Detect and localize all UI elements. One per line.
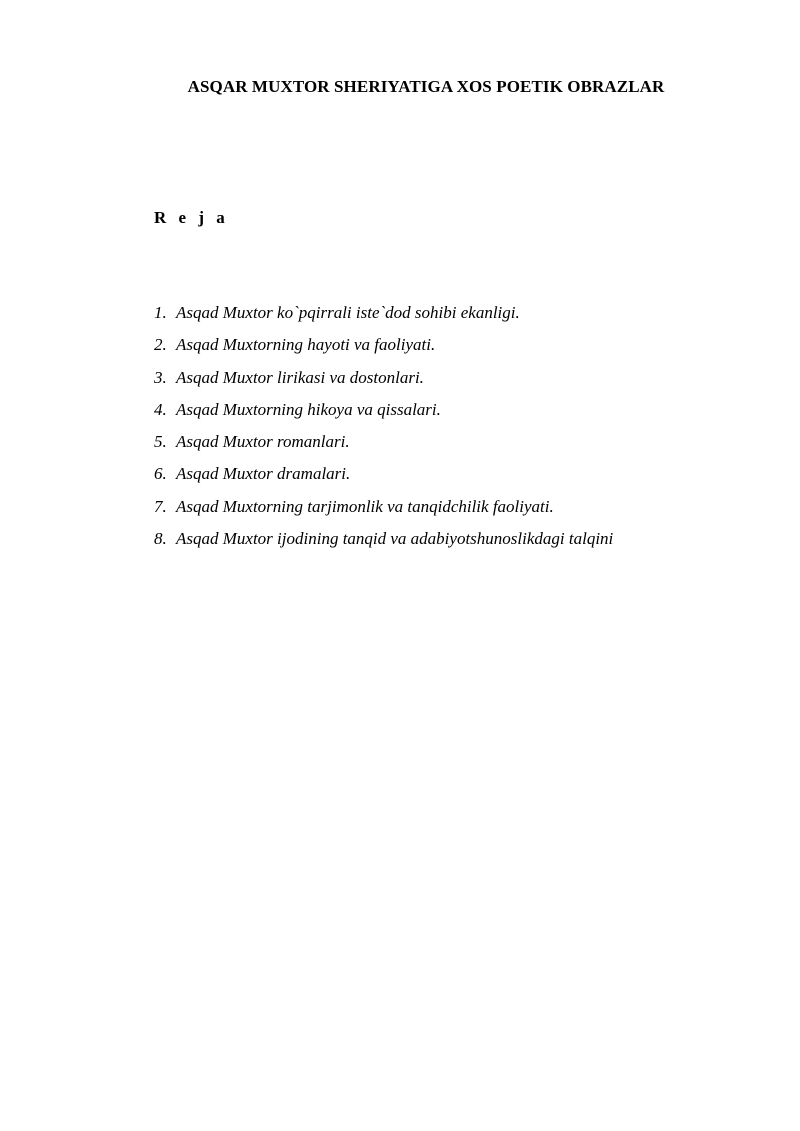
plan-item-text: Asqad Muxtor dramalari.: [176, 464, 351, 484]
plan-item-number: 4.: [154, 399, 167, 419]
plan-item-text: Asqad Muxtorning hayoti va faoliyati.: [176, 335, 436, 355]
plan-item: [154, 497, 613, 529]
plan-item: [154, 335, 613, 367]
plan-item-text: Asqad Muxtorning hikoya va qissalari.: [176, 399, 441, 419]
plan-item: [154, 529, 613, 561]
document-title: ASQAR MUXTOR SHERIYATIGA XOS POETIK OBRAZLAR: [187, 77, 665, 96]
plan-item-number: 6.: [154, 464, 167, 484]
plan-item: [154, 464, 613, 496]
plan-item-number: 7.: [154, 496, 167, 516]
plan-item: [154, 400, 613, 432]
plan-item: [154, 368, 613, 400]
plan-item-text: Asqad Muxtor romanlari.: [176, 432, 350, 452]
plan-item: [154, 432, 613, 464]
plan-item-number: 2.: [154, 335, 167, 355]
plan-heading: R e j a: [154, 208, 229, 227]
plan-item-number: 8.: [154, 529, 167, 549]
plan-item-number: 5.: [154, 432, 167, 452]
plan-list: [154, 303, 613, 561]
plan-item-number: 3.: [154, 367, 167, 387]
plan-item: [154, 303, 613, 335]
plan-item-text: Asqad Muxtor lirikasi va dostonlari.: [176, 367, 424, 387]
plan-item-text: Asqad Muxtorning tarjimonlik va tanqidchilik faoliyati.: [176, 496, 554, 516]
plan-item-text: Asqad Muxtor ijodining tanqid va adabiyotshunoslikdagi talqini: [176, 529, 614, 549]
plan-item-text: Asqad Muxtor ko`pqirrali iste`dod sohibi ekanligi.: [176, 303, 520, 322]
plan-item-number: 1.: [154, 303, 167, 322]
